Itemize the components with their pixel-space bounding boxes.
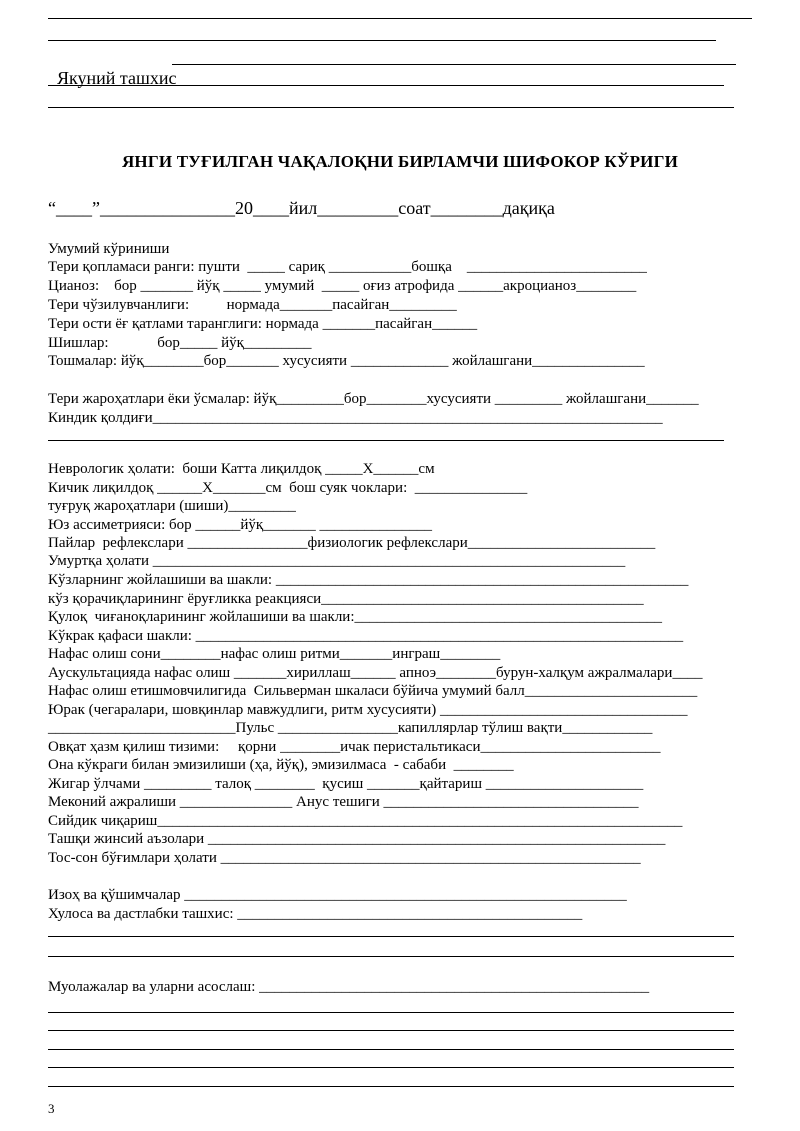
page-number: 3 — [48, 1101, 55, 1116]
general-line: Умумий кўриниши — [48, 241, 170, 257]
general-line: Цианоз: бор _______ йўқ _____ умумий _____ оғиз атрофида ______акроцианоз________ — [48, 278, 637, 294]
treatment-rule — [48, 1030, 734, 1031]
top-rule-4 — [48, 107, 734, 108]
skin-line: Киндик қолдиғи____________________________________________________________________ — [48, 410, 663, 426]
skin-extra-rule — [48, 440, 724, 441]
neuro-line: Юрак (чегаралари, шовқинлар мавжудлиги, ритм хусусияти) _________________________________ — [48, 702, 688, 718]
neuro-line: Аускультацияда нафас олиш _______хириллаш______ апноэ________бурун-халқум ажралмалари____ — [48, 665, 703, 681]
neuro-line: Пайлар рефлекслари ________________физиологик рефлекслари_________________________ — [48, 535, 656, 551]
neuro-line: Кўзларнинг жойлашиши ва шакли: _______________________________________________________ — [48, 572, 689, 588]
neuro-line: _________________________Пульс ________________капиллярлар тўлиш вақти____________ — [48, 720, 653, 736]
conclusion-rule — [48, 936, 734, 937]
neuro-line: Меконий ажралиши _______________ Анус тешиги __________________________________ — [48, 794, 639, 810]
general-line: Тери қопламаси ранги: пушти _____ сариқ ___________бошқа ________________________ — [48, 259, 647, 275]
neuro-line: Умуртқа ҳолати _______________________________________________________________ — [48, 553, 626, 569]
final-diagnosis-label — [48, 45, 176, 89]
general-line: Тошмалар: йўқ________бор_______ хусусияти _____________ жойлашгани_______________ — [48, 353, 645, 369]
neuro-line: кўз қорачиқларининг ёруғликка реакцияси___________________________________________ — [48, 591, 644, 607]
neuro-line: Тос-сон бўғимлари ҳолати ________________________________________________________ — [48, 850, 641, 866]
neuro-line: Сийдик чиқариш______________________________________________________________________ — [48, 813, 683, 829]
final-diagnosis-field[interactable] — [172, 64, 736, 65]
skin-line: Тери жароҳатлари ёки ўсмалар: йўқ_________бор________хусусияти _________ жойлашгани_______ — [48, 391, 699, 407]
neuro-line: Неврологик ҳолати: боши Катта лиқилдоқ _____Х______см — [48, 461, 435, 477]
general-line: Тери ости ёғ қатлами таранглиги: нормада _______пасайган______ — [48, 316, 478, 332]
treatment-rule — [48, 1067, 734, 1068]
date-line: “____”_______________20____йил_________соат________дақиқа — [48, 198, 555, 218]
neuro-line: Жигар ўлчами _________ талоқ ________ қусиш _______қайтариш _____________________ — [48, 776, 644, 792]
treatment-rule — [48, 1049, 734, 1050]
top-rule-1 — [48, 18, 752, 19]
neuro-line: Нафас олиш сони________нафас олиш ритми_______инграш________ — [48, 646, 501, 662]
top-rule-2 — [48, 40, 716, 41]
final-diagnosis-text: Якуний ташхис — [57, 68, 177, 88]
neuro-line: Қулоқ чиғаноқларининг жойлашиши ва шакли:_________________________________________ — [48, 609, 663, 625]
treatment-label: Муолажалар ва уларни асослаш: ____________________________________________________ — [48, 979, 650, 995]
neuro-line: Она кўкраги билан эмизилиши (ҳа, йўқ), эмизилмаса - сабаби ________ — [48, 757, 514, 773]
treatment-rule — [48, 1012, 734, 1013]
notes-line: Хулоса ва дастлабки ташхис: ______________________________________________ — [48, 906, 583, 922]
treatment-rule — [48, 1086, 734, 1087]
top-rule-3 — [48, 85, 724, 86]
neuro-line: Юз ассиметрияси: бор ______йўқ_______ _______________ — [48, 517, 432, 533]
notes-line: Изоҳ ва қўшимчалар ___________________________________________________________ — [48, 887, 627, 903]
general-line: Тери чўзилувчанлиги: нормада_______пасайган_________ — [48, 297, 457, 313]
neuro-line: Ташқи жинсий аъзолари _____________________________________________________________ — [48, 831, 666, 847]
neuro-line: туғруқ жароҳатлари (шиши)_________ — [48, 498, 296, 514]
neuro-line: Овқат ҳазм қилиш тизими: қорни ________ичак перистальтикаси________________________ — [48, 739, 661, 755]
neuro-line: Кичик лиқилдоқ ______Х_______см бош суяк чоклари: _______________ — [48, 480, 528, 496]
conclusion-rule — [48, 956, 734, 957]
neuro-line: Нафас олиш етишмовчилигида Сильверман шкаласи бўйича умумий балл_______________________ — [48, 683, 698, 699]
neuro-line: Кўкрак қафаси шакли: _________________________________________________________________ — [48, 628, 684, 644]
page-title: ЯНГИ ТУҒИЛГАН ЧАҚАЛОҚНИ БИРЛАМЧИ ШИФОКОР КЎРИГИ — [121, 152, 679, 171]
general-line: Шишлар: бор_____ йўқ_________ — [48, 335, 312, 351]
